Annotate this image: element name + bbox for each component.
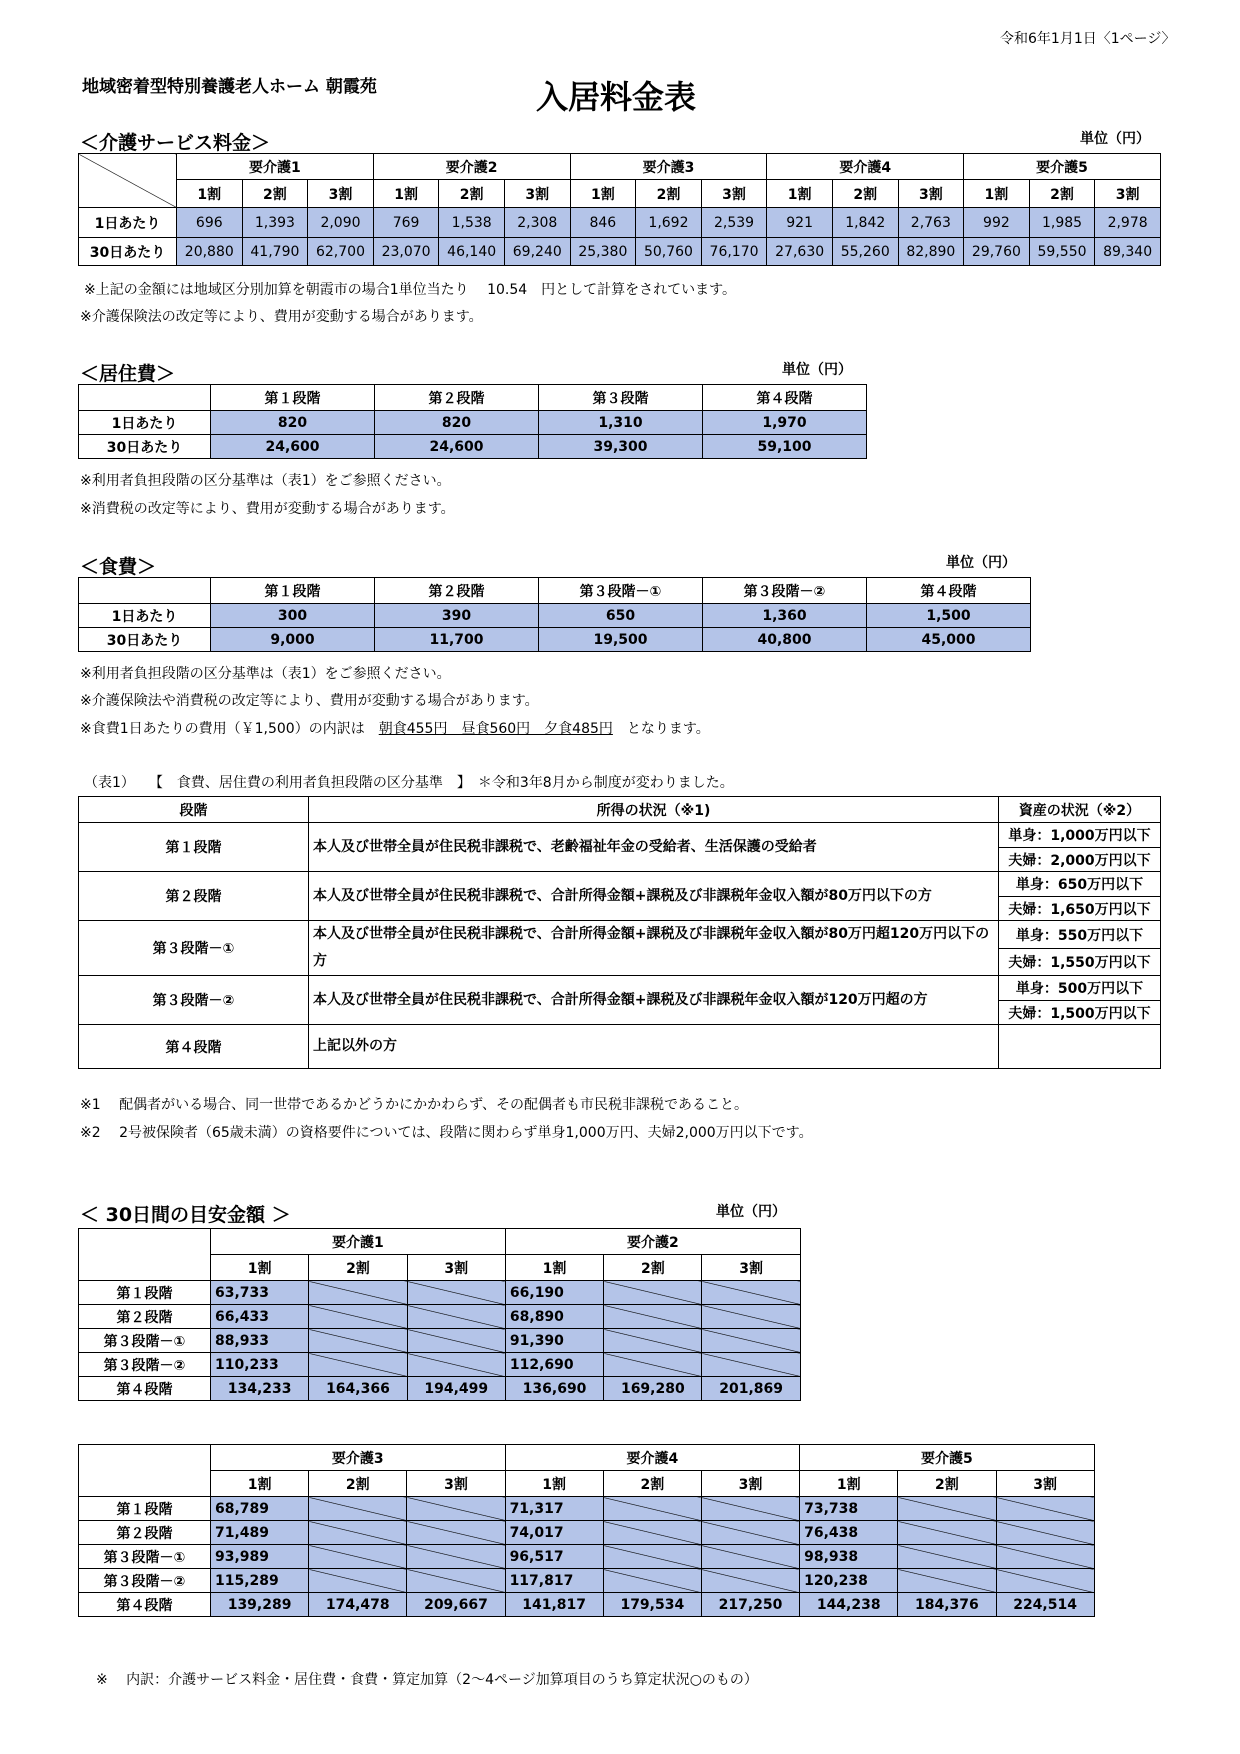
estimate-na-cell xyxy=(604,1305,702,1329)
table1-asset-couple: 夫婦：1,650万円以下 xyxy=(999,897,1161,921)
estimate-na-cell xyxy=(603,1521,701,1545)
residence-unit: 単位（円） xyxy=(782,362,852,378)
estimate-value-cell: 66,190 xyxy=(505,1281,603,1305)
estimate-value-cell: 224,514 xyxy=(996,1593,1094,1617)
residence-row xyxy=(79,411,867,435)
estimate-level-header: 要介護5 xyxy=(800,1445,1095,1471)
estimate-row xyxy=(79,1545,1095,1569)
care-rate-header: 3割 xyxy=(308,180,374,208)
estimate-na-cell xyxy=(309,1281,407,1305)
residence-heading: ＜居住費＞ xyxy=(80,363,176,385)
estimate-unit: 単位（円） xyxy=(716,1204,786,1220)
estimate-level-header: 要介護1 xyxy=(211,1229,506,1255)
care-heading: ＜介護サービス料金＞ xyxy=(80,132,271,154)
estimate-value-cell: 74,017 xyxy=(505,1521,603,1545)
estimate-na-cell xyxy=(407,1497,505,1521)
care-rate-header: 2割 xyxy=(1029,180,1095,208)
table1-note-2: ※2 2号被保険者（65歳未満）の資格要件については、段階に関わらず単身1,000万円、夫婦2,000万円以下です。 xyxy=(80,1125,813,1141)
residence-value-cell: 24,600 xyxy=(211,435,375,459)
food-note-1: ※利用者負担段階の区分基準は（表1）をご参照ください。 xyxy=(80,666,451,682)
food-table-wrap xyxy=(78,577,1031,652)
residence-note-1: ※利用者負担段階の区分基準は（表1）をご参照ください。 xyxy=(80,473,451,489)
table1-income: 本人及び世帯全員が住民税非課税で、老齢福祉年金の受給者、生活保護の受給者 xyxy=(309,823,999,872)
table1-asset-single: 単身：500万円以下 xyxy=(999,976,1161,1001)
estimate-rate-header: 1割 xyxy=(211,1255,309,1281)
estimate-value-cell: 139,289 xyxy=(211,1593,309,1617)
care-row xyxy=(79,208,1161,238)
estimate-rate-row xyxy=(79,1471,1095,1497)
estimate-na-cell xyxy=(996,1569,1094,1593)
care-value-cell: 2,978 xyxy=(1095,208,1161,238)
estimate-value-cell: 71,489 xyxy=(211,1521,309,1545)
care-rate-header: 2割 xyxy=(439,180,505,208)
table1-asset-single: 単身：550万円以下 xyxy=(999,921,1161,949)
estimate-row xyxy=(79,1569,1095,1593)
estimate-na-cell xyxy=(996,1497,1094,1521)
estimate-level-header: 要介護2 xyxy=(505,1229,800,1255)
table1-row xyxy=(79,976,1161,1001)
estimate-value-cell: 91,390 xyxy=(505,1329,603,1353)
table1-asset-couple: 夫婦：2,000万円以下 xyxy=(999,848,1161,872)
table1-asset-couple: 夫婦：1,500万円以下 xyxy=(999,1001,1161,1025)
estimate-value-cell: 63,733 xyxy=(211,1281,309,1305)
estimate-value-cell: 144,238 xyxy=(800,1593,898,1617)
table1-asset-single: 単身：650万円以下 xyxy=(999,872,1161,897)
estimate-rate-header: 1割 xyxy=(505,1255,603,1281)
estimate-na-cell xyxy=(898,1497,996,1521)
food-heading: ＜食費＞ xyxy=(80,556,157,578)
estimate-stage-label: 第２段階 xyxy=(79,1521,211,1545)
estimate-value-cell: 73,738 xyxy=(800,1497,898,1521)
estimate-na-cell xyxy=(407,1569,505,1593)
residence-row-label: 30日あたり xyxy=(79,435,211,459)
residence-value-cell: 39,300 xyxy=(539,435,703,459)
residence-value-cell: 1,310 xyxy=(539,411,703,435)
care-value-cell: 76,170 xyxy=(701,238,767,266)
food-breakdown xyxy=(80,718,710,738)
table1-asset-single: 単身：1,000万円以下 xyxy=(999,823,1161,848)
care-value-cell: 1,538 xyxy=(439,208,505,238)
food-breakdown-suffix: となります。 xyxy=(612,721,710,737)
estimate-value-cell: 184,376 xyxy=(898,1593,996,1617)
care-value-cell: 2,539 xyxy=(701,208,767,238)
care-value-cell: 82,890 xyxy=(898,238,964,266)
estimate-rate-header: 3割 xyxy=(702,1255,800,1281)
estimate-value-cell: 194,499 xyxy=(407,1377,505,1401)
estimate-heading: ＜ 30日間の目安金額 ＞ xyxy=(80,1204,291,1226)
table1-row xyxy=(79,921,1161,949)
care-note-2: ※介護保険法の改定等により、費用が変動する場合があります。 xyxy=(80,309,483,325)
estimate-table-b xyxy=(78,1444,1095,1617)
care-value-cell: 2,090 xyxy=(308,208,374,238)
table1-row xyxy=(79,872,1161,897)
care-value-cell: 20,880 xyxy=(177,238,243,266)
care-value-cell: 769 xyxy=(373,208,439,238)
estimate-row xyxy=(79,1305,801,1329)
care-rate-header: 3割 xyxy=(898,180,964,208)
table1-row xyxy=(79,1025,1161,1069)
estimate-rate-header: 3割 xyxy=(407,1471,505,1497)
estimate-na-cell xyxy=(604,1353,702,1377)
estimate-na-cell xyxy=(309,1545,407,1569)
residence-column-header: 第１段階 xyxy=(211,385,375,411)
care-level-header: 要介護1 xyxy=(177,154,374,180)
estimate-stage-label: 第４段階 xyxy=(79,1377,211,1401)
table1-header-row xyxy=(79,797,1161,823)
food-column-header: 第３段階－② xyxy=(703,578,867,604)
estimate-value-cell: 136,690 xyxy=(505,1377,603,1401)
table1-income: 本人及び世帯全員が住民税非課税で、合計所得金額+課税及び非課税年金収入額が120万円超の方 xyxy=(309,976,999,1025)
estimate-value-cell: 88,933 xyxy=(211,1329,309,1353)
estimate-na-cell xyxy=(604,1281,702,1305)
estimate-value-cell: 112,690 xyxy=(505,1353,603,1377)
estimate-na-cell xyxy=(702,1281,800,1305)
estimate-na-cell xyxy=(407,1281,505,1305)
food-value-cell: 300 xyxy=(211,604,375,628)
food-column-header: 第２段階 xyxy=(375,578,539,604)
estimate-na-cell xyxy=(407,1353,505,1377)
estimate-rate-header: 3割 xyxy=(407,1255,505,1281)
estimate-na-cell xyxy=(701,1569,799,1593)
care-value-cell: 69,240 xyxy=(504,238,570,266)
estimate-rate-header: 2割 xyxy=(603,1471,701,1497)
food-breakdown-prefix: ※食費1日あたりの費用（￥1,500）の内訳は xyxy=(80,721,379,737)
estimate-row xyxy=(79,1329,801,1353)
estimate-value-cell: 68,789 xyxy=(211,1497,309,1521)
care-value-cell: 29,760 xyxy=(964,238,1030,266)
care-value-cell: 55,260 xyxy=(832,238,898,266)
estimate-rate-header: 3割 xyxy=(701,1471,799,1497)
estimate-na-cell xyxy=(898,1569,996,1593)
estimate-value-cell: 174,478 xyxy=(309,1593,407,1617)
estimate-na-cell xyxy=(898,1545,996,1569)
estimate-na-cell xyxy=(407,1521,505,1545)
food-value-cell: 650 xyxy=(539,604,703,628)
estimate-value-cell: 110,233 xyxy=(211,1353,309,1377)
care-rate-header: 1割 xyxy=(767,180,833,208)
table1-note-1: ※1 配偶者がいる場合、同一世帯であるかどうかにかかわらず、その配偶者も市民税非課税であること。 xyxy=(80,1097,748,1113)
care-value-cell: 89,340 xyxy=(1095,238,1161,266)
estimate-na-cell xyxy=(309,1329,407,1353)
table1-stage: 第１段階 xyxy=(79,823,309,872)
estimate-value-cell: 134,233 xyxy=(211,1377,309,1401)
estimate-value-cell: 76,438 xyxy=(800,1521,898,1545)
estimate-na-cell xyxy=(407,1329,505,1353)
estimate-level-row xyxy=(79,1445,1095,1471)
care-row-label: 1日あたり xyxy=(79,208,177,238)
residence-value-cell: 1,970 xyxy=(703,411,867,435)
facility-name: 地域密着型特別養護老人ホーム 朝霞苑 xyxy=(82,77,377,97)
estimate-na-cell xyxy=(996,1545,1094,1569)
estimate-rate-header: 2割 xyxy=(898,1471,996,1497)
table1-stage: 第２段階 xyxy=(79,872,309,921)
estimate-rate-header: 1割 xyxy=(800,1471,898,1497)
care-value-cell: 27,630 xyxy=(767,238,833,266)
estimate-value-cell: 201,869 xyxy=(702,1377,800,1401)
estimate-footnote: ※ 内訳：介護サービス料金・居住費・食費・算定加算（2～4ページ加算項目のうち算定状況○のもの） xyxy=(96,1672,758,1688)
estimate-table-b-wrap xyxy=(78,1444,1095,1617)
care-level-header: 要介護5 xyxy=(964,154,1161,180)
food-corner-cell xyxy=(79,578,211,604)
estimate-row xyxy=(79,1377,801,1401)
care-rate-header: 1割 xyxy=(373,180,439,208)
care-value-cell: 46,140 xyxy=(439,238,505,266)
residence-table xyxy=(78,384,867,459)
estimate-rate-header: 2割 xyxy=(309,1471,407,1497)
residence-value-cell: 820 xyxy=(211,411,375,435)
food-row xyxy=(79,604,1031,628)
food-breakdown-items: 朝食455円 昼食560円 夕食485円 xyxy=(378,721,613,737)
care-value-cell: 2,763 xyxy=(898,208,964,238)
estimate-stage-label: 第３段階－② xyxy=(79,1353,211,1377)
estimate-stage-label: 第３段階－② xyxy=(79,1569,211,1593)
food-note-2: ※介護保険法や消費税の改定等により、費用が変動する場合があります。 xyxy=(80,693,539,709)
estimate-rate-header: 3割 xyxy=(996,1471,1094,1497)
residence-column-header: 第３段階 xyxy=(539,385,703,411)
estimate-level-header: 要介護4 xyxy=(505,1445,800,1471)
estimate-na-cell xyxy=(407,1545,505,1569)
residence-column-header: 第４段階 xyxy=(703,385,867,411)
residence-header-row xyxy=(79,385,867,411)
estimate-value-cell: 120,238 xyxy=(800,1569,898,1593)
food-column-header: 第１段階 xyxy=(211,578,375,604)
food-value-cell: 9,000 xyxy=(211,628,375,652)
care-table xyxy=(78,153,1161,266)
care-value-cell: 1,842 xyxy=(832,208,898,238)
table1-asset-empty xyxy=(999,1025,1161,1069)
care-rate-header: 1割 xyxy=(177,180,243,208)
residence-row xyxy=(79,435,867,459)
table1-header: 所得の状況（※1) xyxy=(309,797,999,823)
care-rate-header: 3割 xyxy=(1095,180,1161,208)
residence-note-2: ※消費税の改定等により、費用が変動する場合があります。 xyxy=(80,501,455,517)
care-value-cell: 25,380 xyxy=(570,238,636,266)
estimate-na-cell xyxy=(309,1569,407,1593)
table1-income: 上記以外の方 xyxy=(309,1025,999,1069)
table1-header: 資産の状況（※2） xyxy=(999,797,1161,823)
estimate-na-cell xyxy=(407,1305,505,1329)
care-value-cell: 62,700 xyxy=(308,238,374,266)
estimate-level-row xyxy=(79,1229,801,1255)
estimate-na-cell xyxy=(702,1305,800,1329)
page-title: 入居料金表 xyxy=(536,78,697,116)
food-column-header: 第４段階 xyxy=(867,578,1031,604)
care-value-cell: 23,070 xyxy=(373,238,439,266)
care-value-cell: 59,550 xyxy=(1029,238,1095,266)
food-value-cell: 390 xyxy=(375,604,539,628)
care-value-cell: 696 xyxy=(177,208,243,238)
estimate-na-cell xyxy=(701,1545,799,1569)
care-rate-header: 3割 xyxy=(701,180,767,208)
estimate-na-cell xyxy=(309,1353,407,1377)
food-value-cell: 45,000 xyxy=(867,628,1031,652)
residence-value-cell: 24,600 xyxy=(375,435,539,459)
estimate-na-cell xyxy=(603,1497,701,1521)
residence-value-cell: 59,100 xyxy=(703,435,867,459)
table1-asset-couple: 夫婦：1,550万円以下 xyxy=(999,949,1161,976)
estimate-value-cell: 93,989 xyxy=(211,1545,309,1569)
estimate-stage-label: 第４段階 xyxy=(79,1593,211,1617)
estimate-value-cell: 98,938 xyxy=(800,1545,898,1569)
residence-value-cell: 820 xyxy=(375,411,539,435)
food-header-row xyxy=(79,578,1031,604)
food-value-cell: 1,360 xyxy=(703,604,867,628)
estimate-na-cell xyxy=(702,1329,800,1353)
estimate-value-cell: 169,280 xyxy=(604,1377,702,1401)
estimate-value-cell: 68,890 xyxy=(505,1305,603,1329)
estimate-stage-label: 第２段階 xyxy=(79,1305,211,1329)
care-value-cell: 41,790 xyxy=(242,238,308,266)
estimate-na-cell xyxy=(309,1305,407,1329)
table1-stage: 第３段階－② xyxy=(79,976,309,1025)
estimate-value-cell: 115,289 xyxy=(211,1569,309,1593)
estimate-corner-cell xyxy=(79,1229,211,1281)
estimate-table-a-wrap xyxy=(78,1228,801,1401)
food-row xyxy=(79,628,1031,652)
care-rate-header: 3割 xyxy=(504,180,570,208)
care-value-cell: 50,760 xyxy=(636,238,702,266)
estimate-rate-header: 2割 xyxy=(309,1255,407,1281)
estimate-na-cell xyxy=(898,1521,996,1545)
estimate-stage-label: 第１段階 xyxy=(79,1497,211,1521)
care-rate-header: 2割 xyxy=(832,180,898,208)
estimate-stage-label: 第３段階－① xyxy=(79,1545,211,1569)
care-level-header: 要介護4 xyxy=(767,154,964,180)
care-value-cell: 1,393 xyxy=(242,208,308,238)
table1-header: 段階 xyxy=(79,797,309,823)
care-rate-header: 2割 xyxy=(242,180,308,208)
estimate-value-cell: 141,817 xyxy=(505,1593,603,1617)
care-level-header: 要介護2 xyxy=(373,154,570,180)
residence-table-wrap xyxy=(78,384,867,459)
estimate-stage-label: 第３段階－① xyxy=(79,1329,211,1353)
care-rate-header: 2割 xyxy=(636,180,702,208)
care-row xyxy=(79,238,1161,266)
food-row-label: 1日あたり xyxy=(79,604,211,628)
food-table xyxy=(78,577,1031,652)
estimate-level-header: 要介護3 xyxy=(211,1445,506,1471)
estimate-na-cell xyxy=(604,1329,702,1353)
care-value-cell: 992 xyxy=(964,208,1030,238)
estimate-value-cell: 217,250 xyxy=(701,1593,799,1617)
estimate-rate-header: 1割 xyxy=(505,1471,603,1497)
care-value-cell: 1,985 xyxy=(1029,208,1095,238)
food-value-cell: 11,700 xyxy=(375,628,539,652)
table1-row xyxy=(79,823,1161,848)
table1-income: 本人及び世帯全員が住民税非課税で、合計所得金額+課税及び非課税年金収入額が80万円以下の方 xyxy=(309,872,999,921)
residence-row-label: 1日あたり xyxy=(79,411,211,435)
care-value-cell: 921 xyxy=(767,208,833,238)
estimate-rate-header: 1割 xyxy=(211,1471,309,1497)
table1-stage: 第３段階－① xyxy=(79,921,309,976)
estimate-value-cell: 164,366 xyxy=(309,1377,407,1401)
table1-caption: （表1） 【 食費、居住費の利用者負担段階の区分基準 】 ＊令和3年8月から制度が変わりました。 xyxy=(84,775,734,791)
estimate-value-cell: 66,433 xyxy=(211,1305,309,1329)
care-level-header: 要介護3 xyxy=(570,154,767,180)
estimate-row xyxy=(79,1497,1095,1521)
table1-income: 本人及び世帯全員が住民税非課税で、合計所得金額+課税及び非課税年金収入額が80万円超120万円以下の方 xyxy=(309,921,999,976)
care-rate-header: 1割 xyxy=(570,180,636,208)
date-page-label: 令和6年1月1日〈1ページ〉 xyxy=(1000,31,1176,47)
care-rate-header: 1割 xyxy=(964,180,1030,208)
estimate-corner-cell xyxy=(79,1445,211,1497)
food-value-cell: 1,500 xyxy=(867,604,1031,628)
care-value-cell: 846 xyxy=(570,208,636,238)
table1-stage: 第４段階 xyxy=(79,1025,309,1069)
estimate-na-cell xyxy=(603,1545,701,1569)
care-row-label: 30日あたり xyxy=(79,238,177,266)
food-row-label: 30日あたり xyxy=(79,628,211,652)
estimate-na-cell xyxy=(701,1497,799,1521)
estimate-na-cell xyxy=(702,1353,800,1377)
care-corner-cell xyxy=(79,154,177,208)
estimate-na-cell xyxy=(701,1521,799,1545)
care-note-1: ※上記の金額には地域区分別加算を朝霞市の場合1単位当たり 10.54 円として計算をされています。 xyxy=(84,282,737,298)
estimate-value-cell: 71,317 xyxy=(505,1497,603,1521)
estimate-value-cell: 179,534 xyxy=(603,1593,701,1617)
food-value-cell: 40,800 xyxy=(703,628,867,652)
estimate-na-cell xyxy=(603,1569,701,1593)
residence-column-header: 第２段階 xyxy=(375,385,539,411)
estimate-rate-header: 2割 xyxy=(604,1255,702,1281)
estimate-value-cell: 117,817 xyxy=(505,1569,603,1593)
estimate-value-cell: 96,517 xyxy=(505,1545,603,1569)
care-value-cell: 2,308 xyxy=(504,208,570,238)
estimate-na-cell xyxy=(309,1497,407,1521)
estimate-na-cell xyxy=(996,1521,1094,1545)
estimate-row xyxy=(79,1281,801,1305)
food-value-cell: 19,500 xyxy=(539,628,703,652)
care-value-cell: 1,692 xyxy=(636,208,702,238)
food-unit: 単位（円） xyxy=(946,555,1016,571)
estimate-table-a xyxy=(78,1228,801,1401)
table1 xyxy=(78,796,1161,1069)
estimate-na-cell xyxy=(309,1521,407,1545)
care-unit: 単位（円） xyxy=(1080,131,1150,147)
food-column-header: 第３段階－① xyxy=(539,578,703,604)
care-table-wrap xyxy=(78,153,1161,266)
residence-corner-cell xyxy=(79,385,211,411)
estimate-value-cell: 209,667 xyxy=(407,1593,505,1617)
estimate-row xyxy=(79,1353,801,1377)
table1-wrap xyxy=(78,796,1161,1069)
estimate-row xyxy=(79,1521,1095,1545)
estimate-stage-label: 第１段階 xyxy=(79,1281,211,1305)
estimate-row xyxy=(79,1593,1095,1617)
